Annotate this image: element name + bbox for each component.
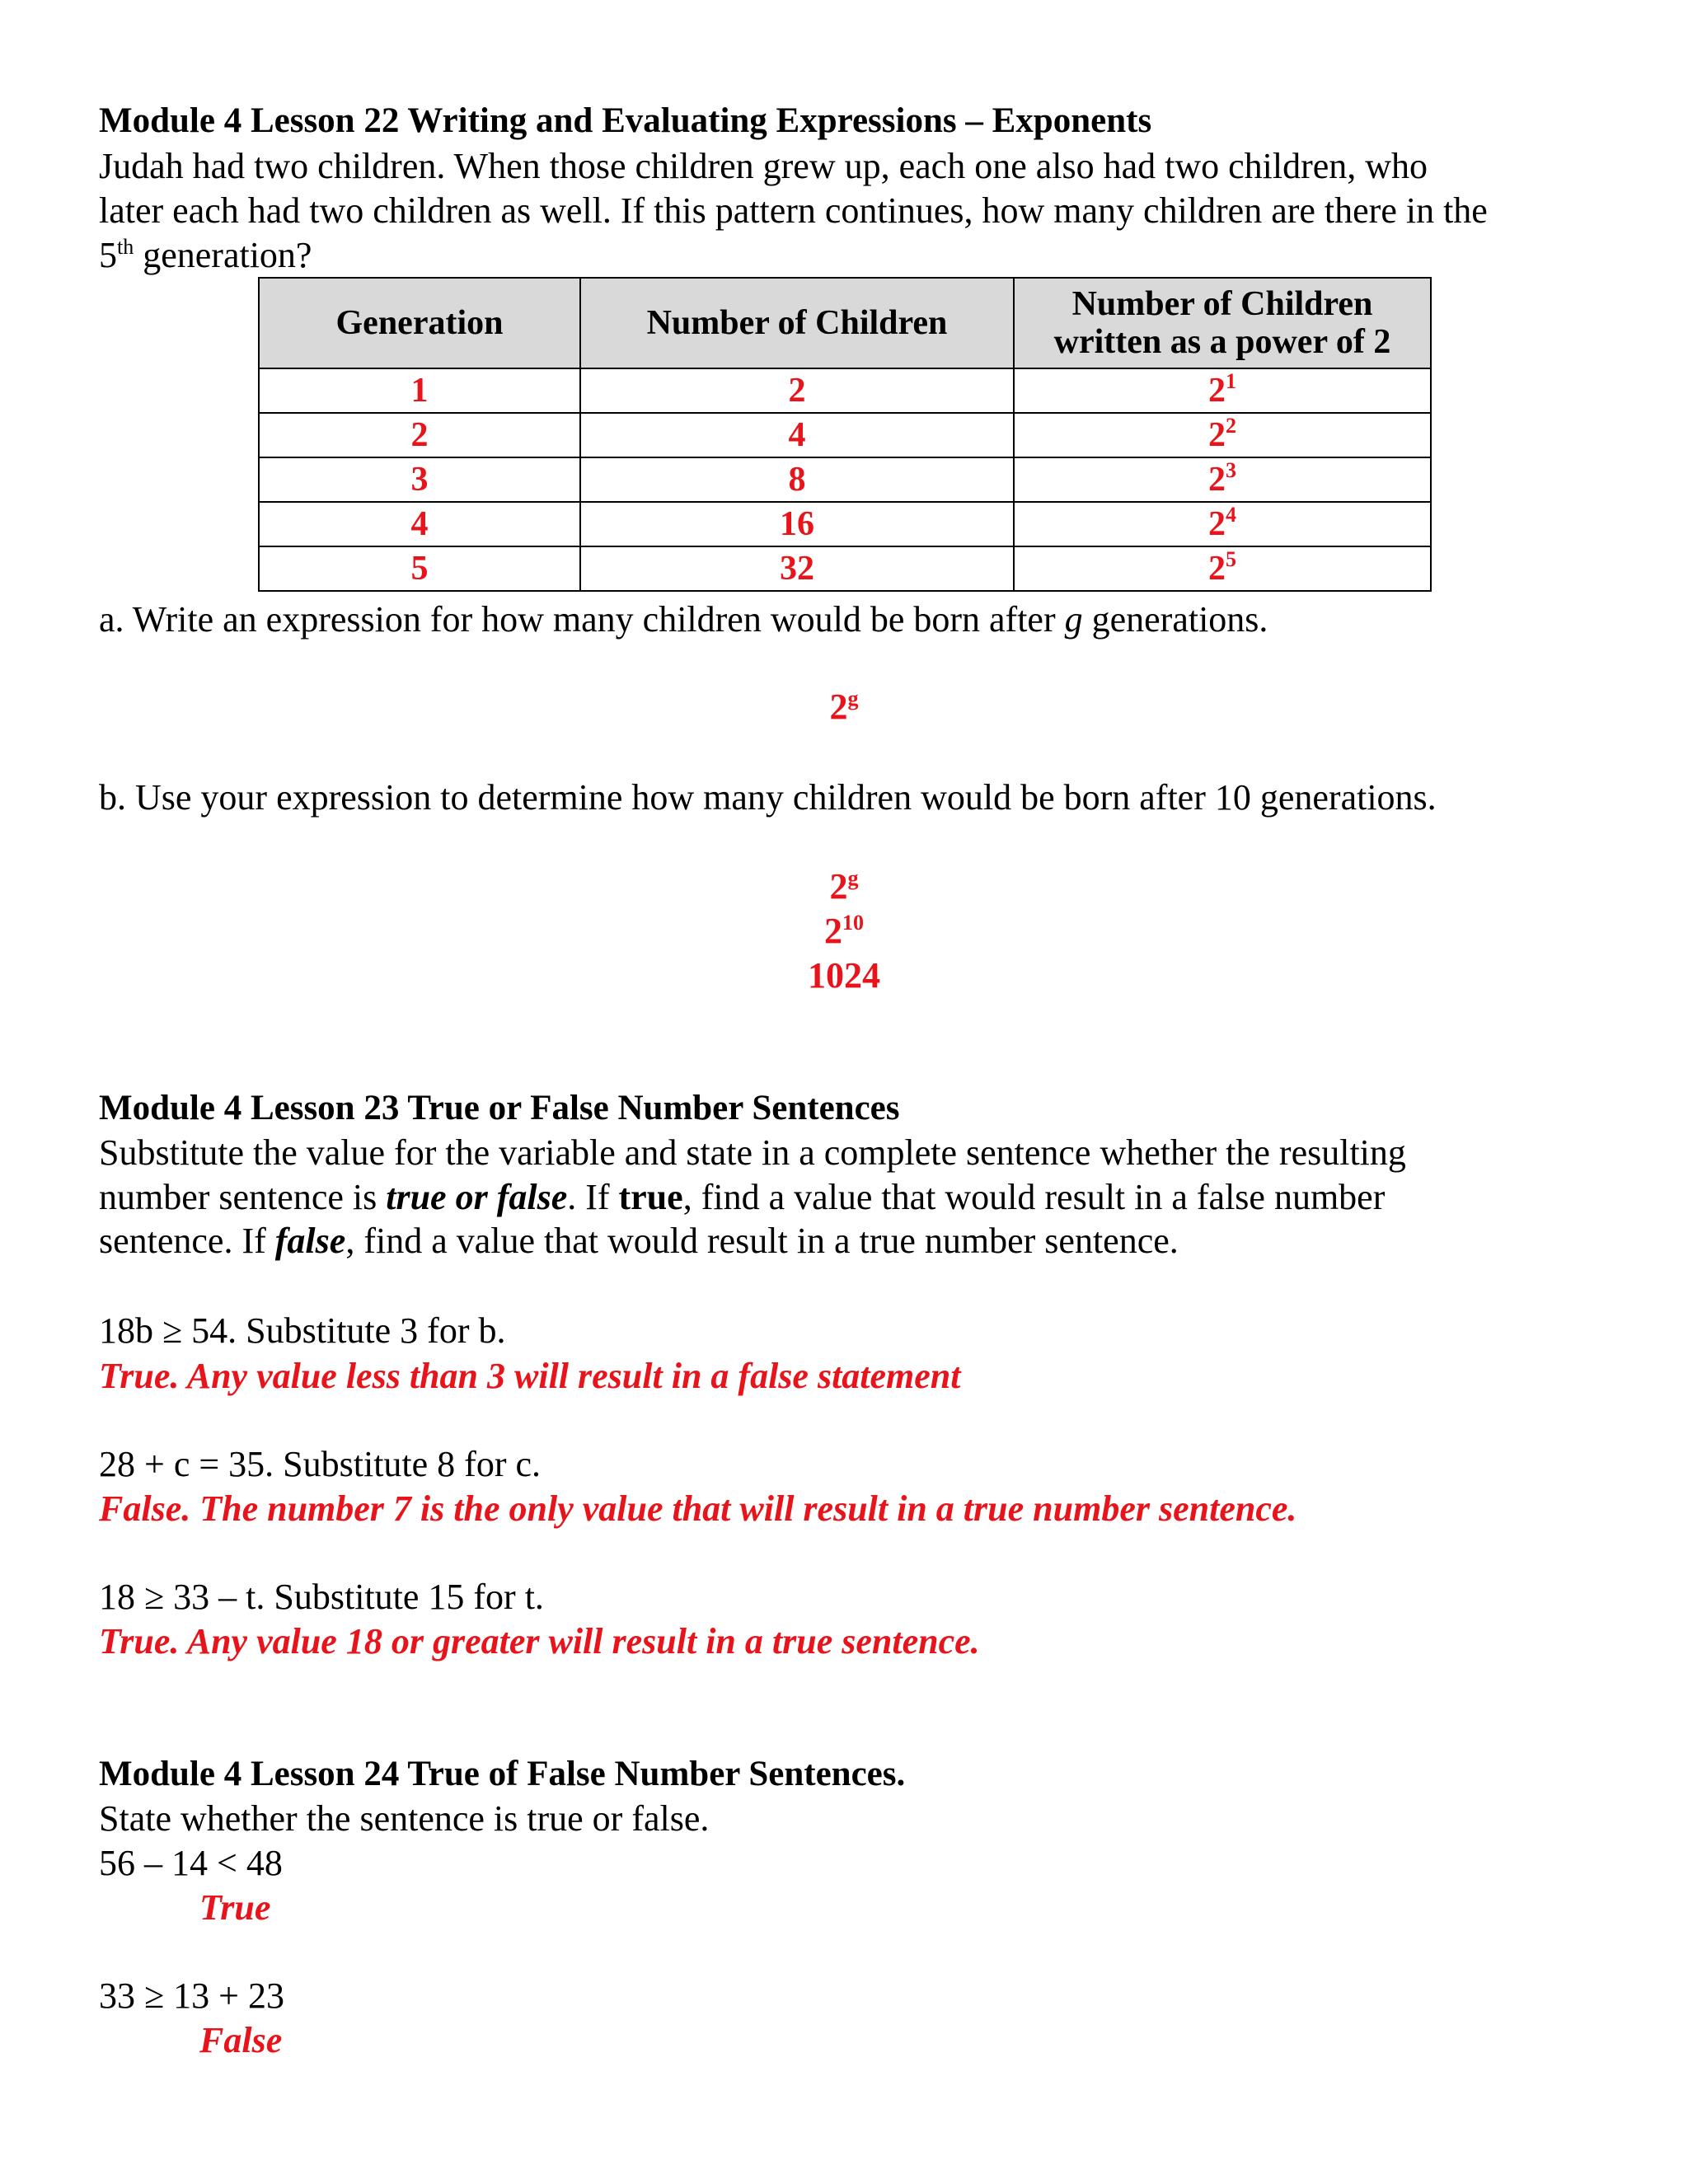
- cell-generation: 2: [259, 413, 580, 457]
- power-base: 2: [1208, 372, 1226, 410]
- lesson23-intro-line3: [99, 1219, 1179, 1263]
- problem-answer: True. Any value less than 3 will result in a false statement: [99, 1356, 961, 1396]
- cell-power: [1014, 502, 1431, 546]
- table-row: [259, 368, 1431, 413]
- answer-a-exponent: g: [847, 687, 859, 710]
- answer-b-exponent: 10: [842, 911, 864, 935]
- answer-b-exponent: g: [847, 866, 859, 890]
- cell-children: 4: [580, 413, 1014, 457]
- answer-b-line2: [0, 907, 1688, 956]
- lesson22-intro-line3: [99, 233, 312, 278]
- problem-question: 28 + c = 35. Substitute 8 for c.: [99, 1444, 542, 1484]
- problem-answer: True: [199, 1887, 271, 1928]
- problem-question: 18b ≥ 54. Substitute 3 for b.: [99, 1310, 506, 1351]
- header-power-of-2: [1014, 278, 1431, 368]
- power-exponent: 5: [1226, 547, 1236, 571]
- table-row: [259, 502, 1431, 546]
- question-a: [99, 598, 1268, 642]
- question-a-text-end: generations.: [1082, 599, 1268, 640]
- intro-emphasis: false: [274, 1221, 346, 1261]
- power-base: 2: [1208, 550, 1226, 588]
- lesson22-intro-line2: later each had two children as well. If this pattern continues, how many children are there in the: [99, 190, 1488, 231]
- table-row: [259, 457, 1431, 502]
- cell-power: [1014, 546, 1431, 591]
- cell-power: [1014, 457, 1431, 502]
- question-a-text: a. Write an expression for how many children would be born after: [99, 599, 1065, 640]
- power-exponent: 1: [1226, 369, 1236, 393]
- intro-emphasis: true or false: [386, 1177, 568, 1217]
- lesson22-title: Module 4 Lesson 22 Writing and Evaluating Expressions – Exponents: [99, 101, 1152, 140]
- lesson24-title: Module 4 Lesson 24 True of False Number Sentences.: [99, 1755, 906, 1793]
- intro-text: . If: [567, 1177, 619, 1217]
- question-b: b. Use your expression to determine how many children would be born after 10 generations.: [99, 777, 1437, 818]
- cell-generation: 1: [259, 368, 580, 413]
- answer-b-line3: [0, 951, 1688, 1001]
- answer-b-line1: [0, 862, 1688, 912]
- intro-text: , find a value that would result in a false number: [682, 1177, 1386, 1217]
- problem-question: 56 – 14 < 48: [99, 1843, 283, 1883]
- lesson24-intro: State whether the sentence is true or false.: [99, 1798, 710, 1839]
- header-power-line2: written as a power of 2: [1053, 323, 1391, 361]
- cell-children: 16: [580, 502, 1014, 546]
- power-exponent: 4: [1226, 503, 1236, 527]
- lesson23-title: Module 4 Lesson 23 True or False Number Sentences: [99, 1089, 900, 1127]
- header-number-of-children: Number of Children: [580, 278, 1014, 368]
- power-base: 2: [1208, 416, 1226, 454]
- problem-question: 33 ≥ 13 + 23: [99, 1975, 284, 2016]
- generation-table: [258, 277, 1432, 592]
- answer-b-base: 2: [829, 866, 848, 907]
- cell-generation: 4: [259, 502, 580, 546]
- problem-answer: False: [199, 2020, 283, 2060]
- problem-answer: False. The number 7 is the only value that will result in a true number sentence.: [99, 1488, 1297, 1529]
- cell-power: [1014, 368, 1431, 413]
- power-base: 2: [1208, 461, 1226, 499]
- cell-children: 2: [580, 368, 1014, 413]
- intro-text: sentence. If: [99, 1221, 275, 1261]
- power-base: 2: [1208, 505, 1226, 543]
- cell-generation: 3: [259, 457, 580, 502]
- power-exponent: 2: [1226, 414, 1236, 438]
- cell-children: 32: [580, 546, 1014, 591]
- generation-text: generation?: [134, 235, 312, 275]
- intro-text: number sentence is: [99, 1177, 387, 1217]
- cell-power: [1014, 413, 1431, 457]
- power-exponent: 3: [1226, 458, 1236, 482]
- answer-a-base: 2: [829, 687, 848, 727]
- table-header-row: [259, 278, 1431, 368]
- answer-b-result: 1024: [808, 955, 880, 996]
- cell-children: 8: [580, 457, 1014, 502]
- problem-question: 18 ≥ 33 – t. Substitute 15 for t.: [99, 1577, 544, 1617]
- intro-text: , find a value that would result in a true number sentence.: [345, 1221, 1179, 1261]
- answer-a: [0, 682, 1688, 732]
- lesson23-intro-line1: Substitute the value for the variable and state in a complete sentence whether the resulting: [99, 1132, 1406, 1173]
- lesson23-intro-line2: [99, 1175, 1385, 1220]
- table-row: [259, 546, 1431, 591]
- intro-emphasis: true: [618, 1177, 683, 1217]
- answer-b-base: 2: [824, 911, 842, 951]
- cell-generation: 5: [259, 546, 580, 591]
- variable-g: g: [1064, 599, 1083, 640]
- problem-answer: True. Any value 18 or greater will result in a true sentence.: [99, 1621, 980, 1661]
- generation-number: 5: [99, 235, 117, 275]
- lesson22-intro-line1: Judah had two children. When those children grew up, each one also had two children, who: [99, 146, 1428, 186]
- ordinal-suffix: th: [117, 235, 134, 259]
- header-generation: Generation: [259, 278, 580, 368]
- table-row: [259, 413, 1431, 457]
- header-power-line1: Number of Children: [1071, 285, 1373, 323]
